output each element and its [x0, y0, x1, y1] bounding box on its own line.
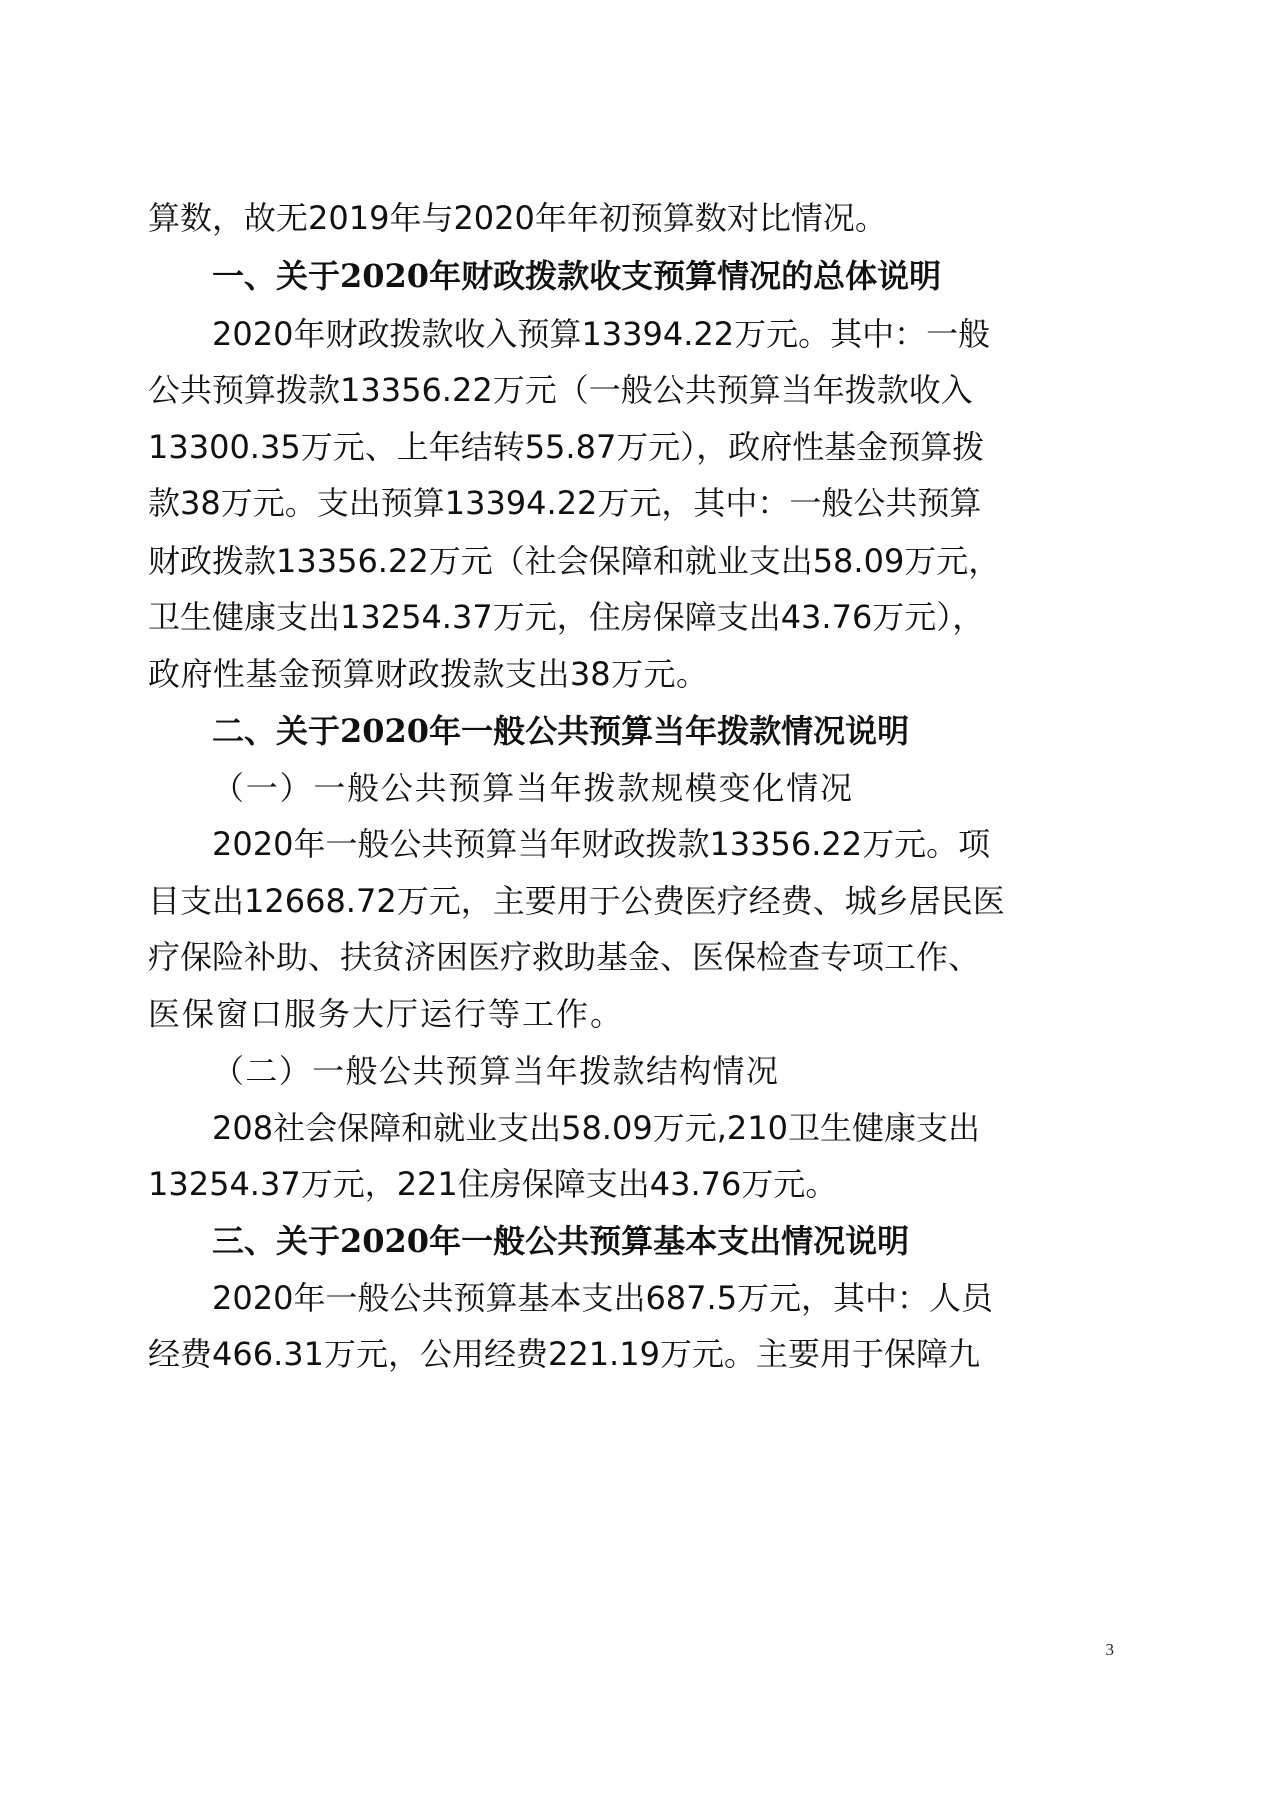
body-line	[0, 870, 1269, 932]
paragraph-first-line	[0, 813, 1269, 875]
line-text: 财政拨款13356.22万元（社会保障和就业支出58.09万元，	[148, 542, 1001, 580]
line-text: 卫生健康支出13254.37万元，住房保障支出43.76万元），	[148, 598, 985, 636]
line-text: 款38万元。支出预算13394.22万元，其中：一般公共预算	[148, 484, 982, 522]
line-text: 算数，故无2019年与2020年年初预算数对比情况。	[148, 199, 887, 237]
section-heading	[0, 245, 1269, 307]
body-line	[0, 1153, 1269, 1215]
body-line	[0, 187, 1269, 249]
line-text: 疗保险补助、扶贫济困医疗救助基金、医保检查专项工作、	[148, 938, 981, 976]
line-text: 经费466.31万元，公用经费221.19万元。主要用于保障九	[148, 1335, 980, 1373]
section-heading	[0, 700, 1269, 762]
page-number: 3	[1105, 1640, 1114, 1659]
body-line	[0, 530, 1269, 592]
heading-text: 一、关于2020年财政拨款收支预算情况的总体说明	[212, 257, 942, 295]
body-line	[0, 926, 1269, 988]
line-text: 13300.35万元、上年结转55.87万元），政府性基金预算拨	[148, 428, 985, 466]
paragraph-first-line	[0, 303, 1269, 365]
body-line	[0, 359, 1269, 421]
line-text: 13254.37万元，221住房保障支出43.76万元。	[148, 1165, 838, 1203]
line-text: 208社会保障和就业支出58.09万元,210卫生健康支出	[212, 1109, 980, 1147]
paragraph-first-line	[0, 1097, 1269, 1159]
body-line	[0, 472, 1269, 534]
heading-text: 三、关于2020年一般公共预算基本支出情况说明	[212, 1222, 910, 1260]
paragraph-first-line	[0, 1267, 1269, 1329]
line-text: 政府性基金预算财政拨款支出38万元。	[148, 655, 708, 693]
section-heading	[0, 1210, 1269, 1272]
line-text: 公共预算拨款13356.22万元（一般公共预算当年拨款收入	[148, 371, 973, 409]
heading-text: 二、关于2020年一般公共预算当年拨款情况说明	[212, 712, 910, 750]
body-line	[0, 1323, 1269, 1385]
subheading-text: （二）一般公共预算当年拨款结构情况	[212, 1052, 778, 1090]
subsection-heading	[0, 757, 1269, 819]
subsection-heading	[0, 1040, 1269, 1102]
line-text: 医保窗口服务大厅运行等工作。	[148, 995, 622, 1033]
body-line	[0, 643, 1269, 705]
line-text: 目支出12668.72万元，主要用于公费医疗经费、城乡居民医	[148, 882, 1005, 920]
line-text: 2020年一般公共预算基本支出687.5万元，其中：人员	[212, 1279, 994, 1317]
line-text: 2020年一般公共预算当年财政拨款13356.22万元。项	[212, 825, 991, 863]
body-line	[0, 416, 1269, 478]
body-line	[0, 586, 1269, 648]
subheading-text: （一）一般公共预算当年拨款规模变化情况	[212, 769, 852, 807]
body-line	[0, 983, 1269, 1045]
line-text: 2020年财政拨款收入预算13394.22万元。其中：一般	[212, 315, 991, 353]
